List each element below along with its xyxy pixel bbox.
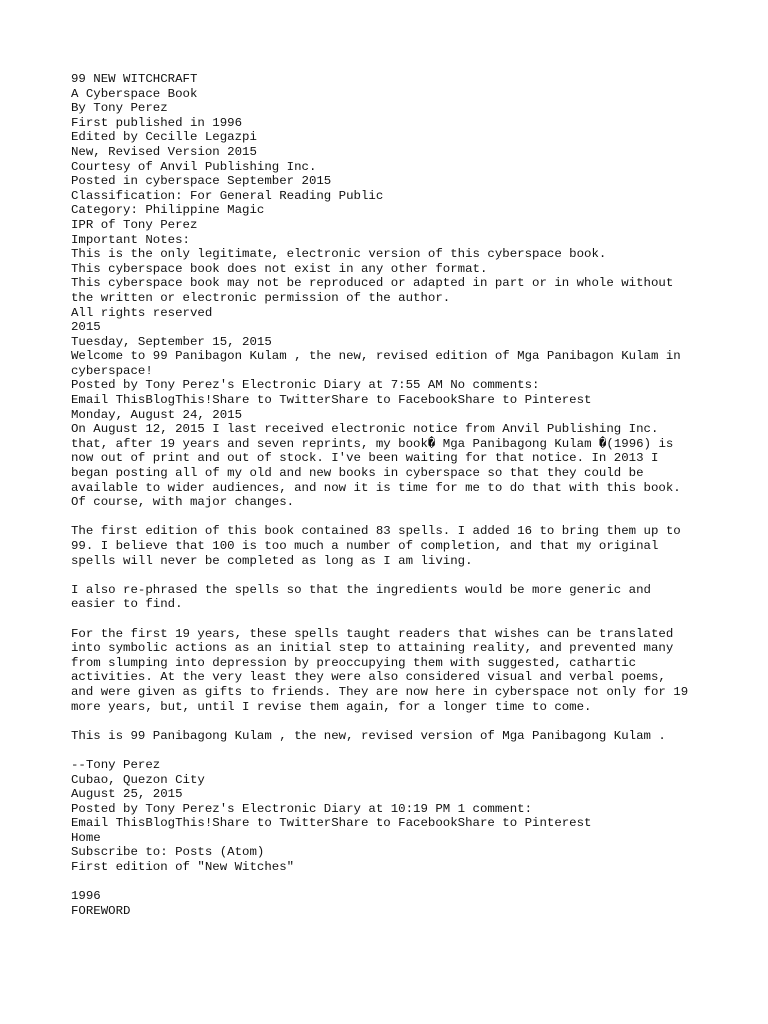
text-line[interactable]: Home bbox=[71, 830, 101, 845]
text-line: The first edition of this book contained 83 spells. I added 16 to bring them up to bbox=[71, 524, 681, 539]
text-line: Category: Philippine Magic bbox=[71, 203, 265, 218]
text-line: --Tony Perez bbox=[71, 757, 161, 772]
text-line: now out of print and out of stock. I've been waiting for that notice. In 2013 I bbox=[71, 451, 659, 466]
text-line: This is 99 Panibagong Kulam , the new, revised version of Mga Panibagong Kulam . bbox=[71, 728, 666, 743]
text-line: spells will never be completed as long as I am living. bbox=[71, 553, 473, 568]
text-line: Cubao, Quezon City bbox=[71, 772, 205, 787]
text-line: into symbolic actions as an initial step to attaining reality, and prevented many bbox=[71, 641, 674, 656]
text-line: New, Revised Version 2015 bbox=[71, 144, 257, 159]
blank-line bbox=[71, 875, 751, 890]
text-line: Of course, with major changes. bbox=[71, 495, 295, 510]
text-line: First published in 1996 bbox=[71, 115, 243, 130]
text-line: A Cyberspace Book bbox=[71, 86, 198, 101]
text-line: Tuesday, September 15, 2015 bbox=[71, 334, 272, 349]
text-line: easier to find. bbox=[71, 597, 183, 612]
text-line[interactable]: Email ThisBlogThis!Share to TwitterShare to FacebookShare to Pinterest bbox=[71, 393, 592, 408]
text-line: By Tony Perez bbox=[71, 101, 168, 116]
text-line: Edited by Cecille Legazpi bbox=[71, 130, 257, 145]
text-line: On August 12, 2015 I last received electronic notice from Anvil Publishing Inc. bbox=[71, 422, 659, 437]
text-line: began posting all of my old and new books in cyberspace so that they could be bbox=[71, 466, 644, 481]
blank-line bbox=[71, 743, 751, 758]
text-line: Important Notes: bbox=[71, 232, 190, 247]
text-line: 2015 bbox=[71, 320, 101, 335]
text-line: First edition of "New Witches" bbox=[71, 860, 295, 875]
text-line: IPR of Tony Perez bbox=[71, 217, 198, 232]
text-line: 99 NEW WITCHCRAFT bbox=[71, 72, 198, 86]
text-line: Courtesy of Anvil Publishing Inc. bbox=[71, 159, 317, 174]
text-line: that, after 19 years and seven reprints, my book� Mga Panibagong Kulam �(1996) is bbox=[71, 436, 674, 451]
blank-line bbox=[71, 714, 751, 729]
text-line: Monday, August 24, 2015 bbox=[71, 407, 243, 422]
text-line[interactable]: Email ThisBlogThis!Share to TwitterShare to FacebookShare to Pinterest bbox=[71, 816, 592, 831]
text-line: I also re-phrased the spells so that the ingredients would be more generic and bbox=[71, 582, 651, 597]
text-line: All rights reserved bbox=[71, 305, 213, 320]
document-body bbox=[71, 72, 751, 918]
text-line: This is the only legitimate, electronic version of this cyberspace book. bbox=[71, 247, 607, 262]
text-line: FOREWORD bbox=[71, 903, 131, 918]
text-line: August 25, 2015 bbox=[71, 787, 183, 802]
text-line[interactable]: Subscribe to: Posts (Atom) bbox=[71, 845, 265, 860]
text-line: This cyberspace book does not exist in any other format. bbox=[71, 261, 488, 276]
text-line: Posted by Tony Perez's Electronic Diary at 10:19 PM 1 comment: bbox=[71, 801, 533, 816]
text-line: Posted by Tony Perez's Electronic Diary at 7:55 AM No comments: bbox=[71, 378, 540, 393]
text-line: Welcome to 99 Panibagon Kulam , the new, revised edition of Mga Panibagon Kulam in bbox=[71, 349, 681, 364]
text-line: available to wider audiences, and now it is time for me to do that with this book. bbox=[71, 480, 681, 495]
text-line: more years, but, until I revise them again, for a longer time to come. bbox=[71, 699, 592, 714]
text-line: and were given as gifts to friends. They are now here in cyberspace not only for 19 bbox=[71, 684, 689, 699]
text-line: activities. At the very least they were also considered visual and verbal poems, bbox=[71, 670, 666, 685]
blank-line bbox=[71, 568, 751, 583]
text-line: cyberspace! bbox=[71, 363, 153, 378]
text-line: Classification: For General Reading Public bbox=[71, 188, 384, 203]
text-line: Posted in cyberspace September 2015 bbox=[71, 174, 332, 189]
blank-line bbox=[71, 612, 751, 627]
text-line: 99. I believe that 100 is too much a number of completion, and that my original bbox=[71, 539, 659, 553]
text-line: 1996 bbox=[71, 889, 101, 904]
text-line: from slumping into depression by preoccupying them with suggested, cathartic bbox=[71, 655, 637, 670]
text-line: For the first 19 years, these spells taught readers that wishes can be translated bbox=[71, 626, 674, 641]
text-line: This cyberspace book may not be reproduced or adapted in part or in whole without bbox=[71, 276, 674, 291]
blank-line bbox=[71, 510, 751, 525]
text-line: the written or electronic permission of the author. bbox=[71, 290, 451, 305]
